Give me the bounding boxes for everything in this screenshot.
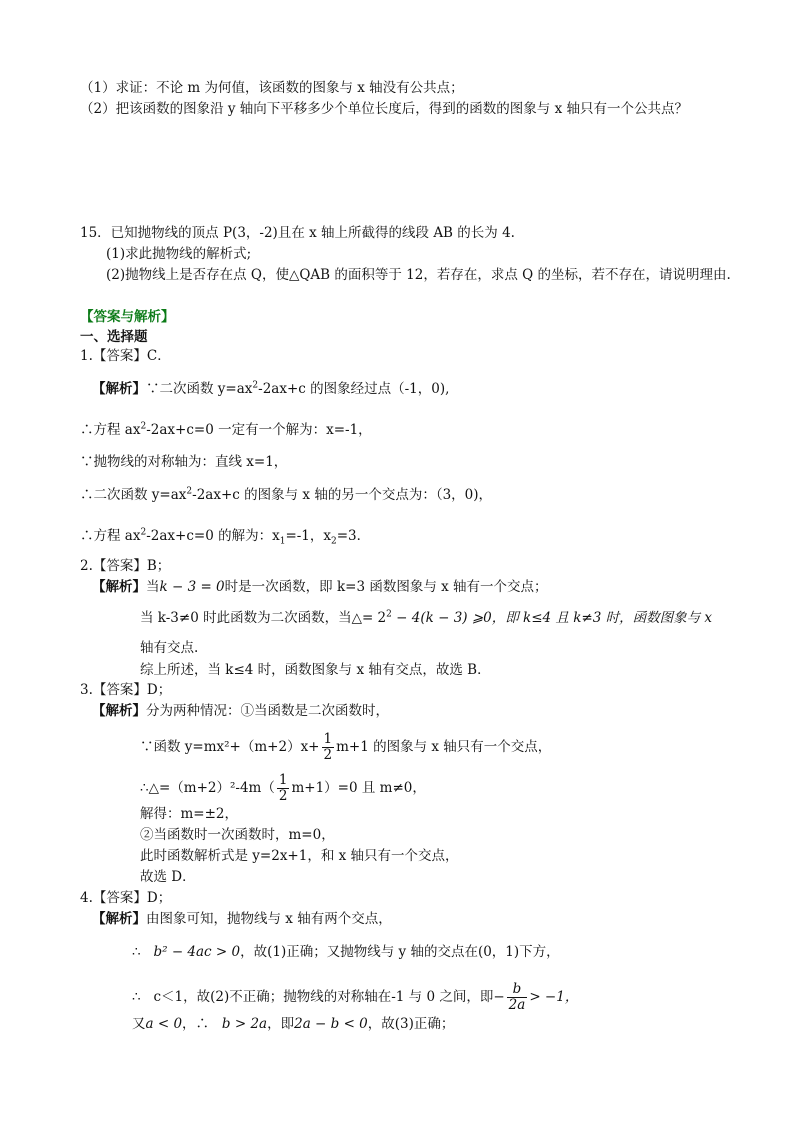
a2-line4: 综上所述，当 k≤4 时，函数图象与 x 轴有交点，故选 B． [140,662,491,678]
a1-line1: 【解析】∵二次函数 $y=ax^2-2ax+c$ 的图象经过点（-1，0), [92,380,450,397]
a2-line3: 轴有交点. [140,640,199,656]
fraction-b-over-2a: $\frac{b}{2a}$ [508,981,526,1013]
p15-sub1: (1)求此抛物线的解析式; [106,246,252,262]
section-choice-heading: 一、选择题 [80,329,148,345]
a2-line1: 【解析】当k − 3 = 0时是一次函数，即 k=3 函数图象与 x 轴有一个交点； [92,579,548,595]
a4-line3: ∴ c＜1，故(2)不正确；抛物线的对称轴在-1 与 0 之间，即− $\frac{b}{2a}$ > −1， [132,981,579,1013]
p14-q1: （1）求证：不论 m 为何值，该函数的图象与 x 轴没有公共点； [80,80,464,96]
p14-q2: （2）把该函数的图象沿 y 轴向下平移多少个单位长度后，得到的函数的图象与 x 轴只有一个公共点？ [80,101,688,117]
a4-line2: ∴ b² − 4ac > 0，故(1)正确；又抛物线与 y 轴的交点在(0，1)下方， [132,944,560,960]
a1-answer: 1.【答案】C． [80,348,171,364]
a4-line4: 又a < 0，∴ b > 2a，即2a − b < 0，故(3)正确； [132,1016,455,1032]
a3-line4: 解得：m=±2， [140,806,239,822]
a3-line2: ∵函数 y=mx²+（m+2）x+ $\frac{1}{2}$ m+1 的图象与 x 轴只有一个交点， [140,731,552,763]
a1-line4: ∴二次函数 $y=ax^2-2ax+c$ 的图象与 x 轴的另一个交点为：（3，0)， [80,486,493,503]
a2-answer: 2.【答案】B； [80,558,171,574]
a3-line3: ∴△=（m+2）²-4m（ $\frac{1}{2}$ m+1）=0 且 m≠0， [140,772,426,804]
a1-line5: ∴方程 $ax^2-2ax+c=0$ 的解为：$x_1=-1$，$x_2=3$． [80,527,371,547]
answers-heading: 【答案与解析】 [80,309,175,325]
a4-line1: 【解析】由图象可知，抛物线与 x 轴有两个交点， [92,911,392,927]
a4-answer: 4.【答案】D； [80,890,172,906]
p15-sub2: (2)抛物线上是否存在点 Q，使△QAB 的面积等于 12，若存在，求点 Q 的坐标，若不存在，请说明理由. [106,267,731,283]
a3-line1: 【解析】分为两种情况：①当函数是二次函数时， [92,703,389,719]
fraction-half: $\frac{1}{2}$ [278,772,288,804]
p15-stem: 15．已知抛物线的顶点 P(3，-2)且在 x 轴上所截得的线段 AB 的长为 4. [80,225,515,241]
a1-line2: ∴方程 $ax^2-2ax+c=0$ 一定有一个解为：x=-1， [80,421,372,438]
a3-line6: 此时函数解析式是 y=2x+1，和 x 轴只有一个交点， [140,848,459,864]
a2-line2: 当 k-3≠0 时此函数为二次函数，当△= $2^2 - 4(k - 3)$ ⩾0，即 k≤4 且 k≠3 时，函数图象与 x [140,609,712,626]
a1-line3: ∵抛物线的对称轴为：直线 x=1， [80,454,288,470]
a3-answer: 3.【答案】D； [80,682,172,698]
a3-line5: ②当函数时一次函数时，m=0， [140,827,335,843]
a3-line7: 故选 D． [140,869,196,885]
fraction-half: $\frac{1}{2}$ [323,731,333,763]
